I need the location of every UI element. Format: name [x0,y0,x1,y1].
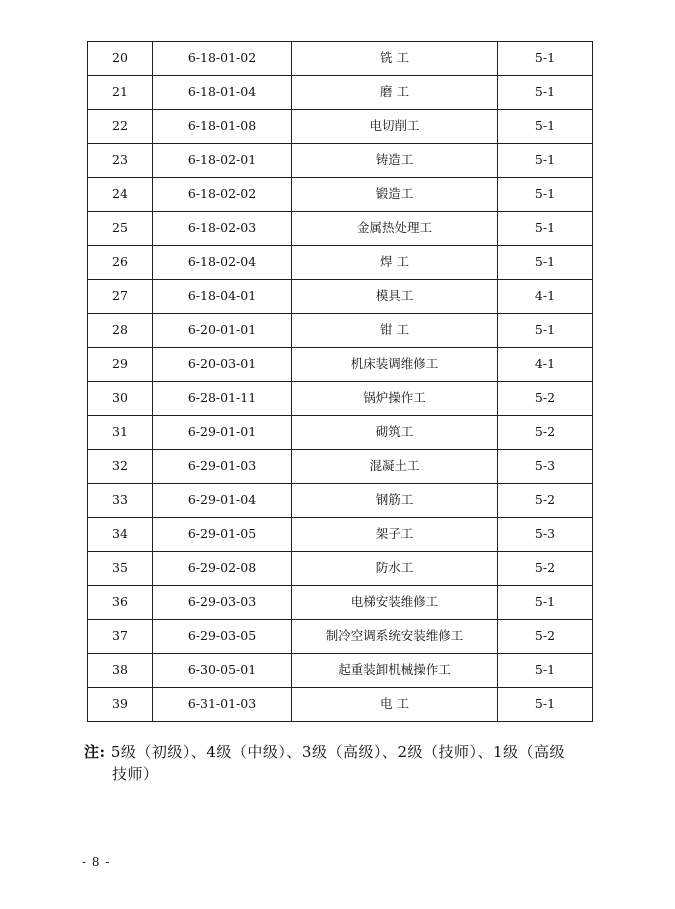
row-number: 31 [88,416,153,450]
table-row [88,212,593,246]
table-row [88,144,593,178]
occupation-name: 铸造工 [292,144,498,178]
skill-level: 5-1 [498,42,593,76]
occupation-code: 6-29-01-05 [153,518,292,552]
skill-level: 5-2 [498,382,593,416]
table-row [88,76,593,110]
table-row [88,484,593,518]
row-number: 28 [88,314,153,348]
occupation-code: 6-18-04-01 [153,280,292,314]
footnote [84,741,604,785]
occupation-code: 6-18-01-08 [153,110,292,144]
occupation-name: 防水工 [292,552,498,586]
row-number: 38 [88,654,153,688]
table-row [88,518,593,552]
footnote-line-2: 技师） [112,765,159,783]
row-number: 39 [88,688,153,722]
skill-level: 5-1 [498,212,593,246]
skill-level: 5-2 [498,484,593,518]
row-number: 37 [88,620,153,654]
table-row [88,280,593,314]
occupation-code: 6-29-01-04 [153,484,292,518]
skill-level: 5-1 [498,178,593,212]
table-row [88,314,593,348]
occupation-name: 模具工 [292,280,498,314]
occupation-code: 6-20-03-01 [153,348,292,382]
occupation-table-body [88,42,593,722]
row-number: 26 [88,246,153,280]
occupation-name: 电切削工 [292,110,498,144]
table-row [88,654,593,688]
row-number: 36 [88,586,153,620]
table-row [88,178,593,212]
row-number: 34 [88,518,153,552]
page-number: - 8 - [82,855,111,869]
skill-level: 4-1 [498,348,593,382]
skill-level: 5-2 [498,416,593,450]
occupation-code: 6-18-01-04 [153,76,292,110]
occupation-code: 6-30-05-01 [153,654,292,688]
occupation-code: 6-29-03-03 [153,586,292,620]
skill-level: 5-1 [498,246,593,280]
skill-level: 5-2 [498,552,593,586]
table-row [88,382,593,416]
row-number: 32 [88,450,153,484]
skill-level: 5-1 [498,586,593,620]
table-row [88,416,593,450]
table-row [88,586,593,620]
occupation-code: 6-18-01-02 [153,42,292,76]
row-number: 35 [88,552,153,586]
occupation-code: 6-29-01-03 [153,450,292,484]
row-number: 27 [88,280,153,314]
skill-level: 5-1 [498,144,593,178]
occupation-name: 磨 工 [292,76,498,110]
row-number: 22 [88,110,153,144]
skill-level: 5-3 [498,518,593,552]
table-row [88,246,593,280]
table-row [88,620,593,654]
skill-level: 5-1 [498,110,593,144]
skill-level: 5-1 [498,314,593,348]
occupation-table [87,41,593,722]
row-number: 20 [88,42,153,76]
occupation-code: 6-18-02-02 [153,178,292,212]
occupation-code: 6-28-01-11 [153,382,292,416]
occupation-name: 架子工 [292,518,498,552]
occupation-name: 混凝土工 [292,450,498,484]
occupation-name: 电 工 [292,688,498,722]
row-number: 25 [88,212,153,246]
skill-level: 4-1 [498,280,593,314]
table-row [88,42,593,76]
occupation-name: 电梯安装维修工 [292,586,498,620]
occupation-name: 焊 工 [292,246,498,280]
table-row [88,110,593,144]
row-number: 30 [88,382,153,416]
row-number: 21 [88,76,153,110]
occupation-name: 钳 工 [292,314,498,348]
occupation-code: 6-18-02-04 [153,246,292,280]
occupation-code: 6-29-02-08 [153,552,292,586]
occupation-code: 6-31-01-03 [153,688,292,722]
occupation-code: 6-20-01-01 [153,314,292,348]
row-number: 23 [88,144,153,178]
footnote-label: 注: [84,743,106,761]
skill-level: 5-2 [498,620,593,654]
occupation-name: 钢筋工 [292,484,498,518]
footnote-line-1: 5级（初级）、4级（中级）、3级（高级）、2级（技师）、1级（高级 [110,743,566,761]
occupation-name: 锅炉操作工 [292,382,498,416]
occupation-name: 铣 工 [292,42,498,76]
occupation-name: 起重装卸机械操作工 [292,654,498,688]
table-row [88,688,593,722]
table-row [88,552,593,586]
occupation-code: 6-18-02-03 [153,212,292,246]
table-row [88,348,593,382]
occupation-name: 制冷空调系统安装维修工 [292,620,498,654]
row-number: 33 [88,484,153,518]
occupation-name: 砌筑工 [292,416,498,450]
table-row [88,450,593,484]
occupation-code: 6-18-02-01 [153,144,292,178]
skill-level: 5-1 [498,654,593,688]
row-number: 24 [88,178,153,212]
row-number: 29 [88,348,153,382]
occupation-name: 机床装调维修工 [292,348,498,382]
occupation-name: 金属热处理工 [292,212,498,246]
occupation-code: 6-29-03-05 [153,620,292,654]
occupation-name: 锻造工 [292,178,498,212]
occupation-code: 6-29-01-01 [153,416,292,450]
skill-level: 5-1 [498,688,593,722]
skill-level: 5-1 [498,76,593,110]
skill-level: 5-3 [498,450,593,484]
